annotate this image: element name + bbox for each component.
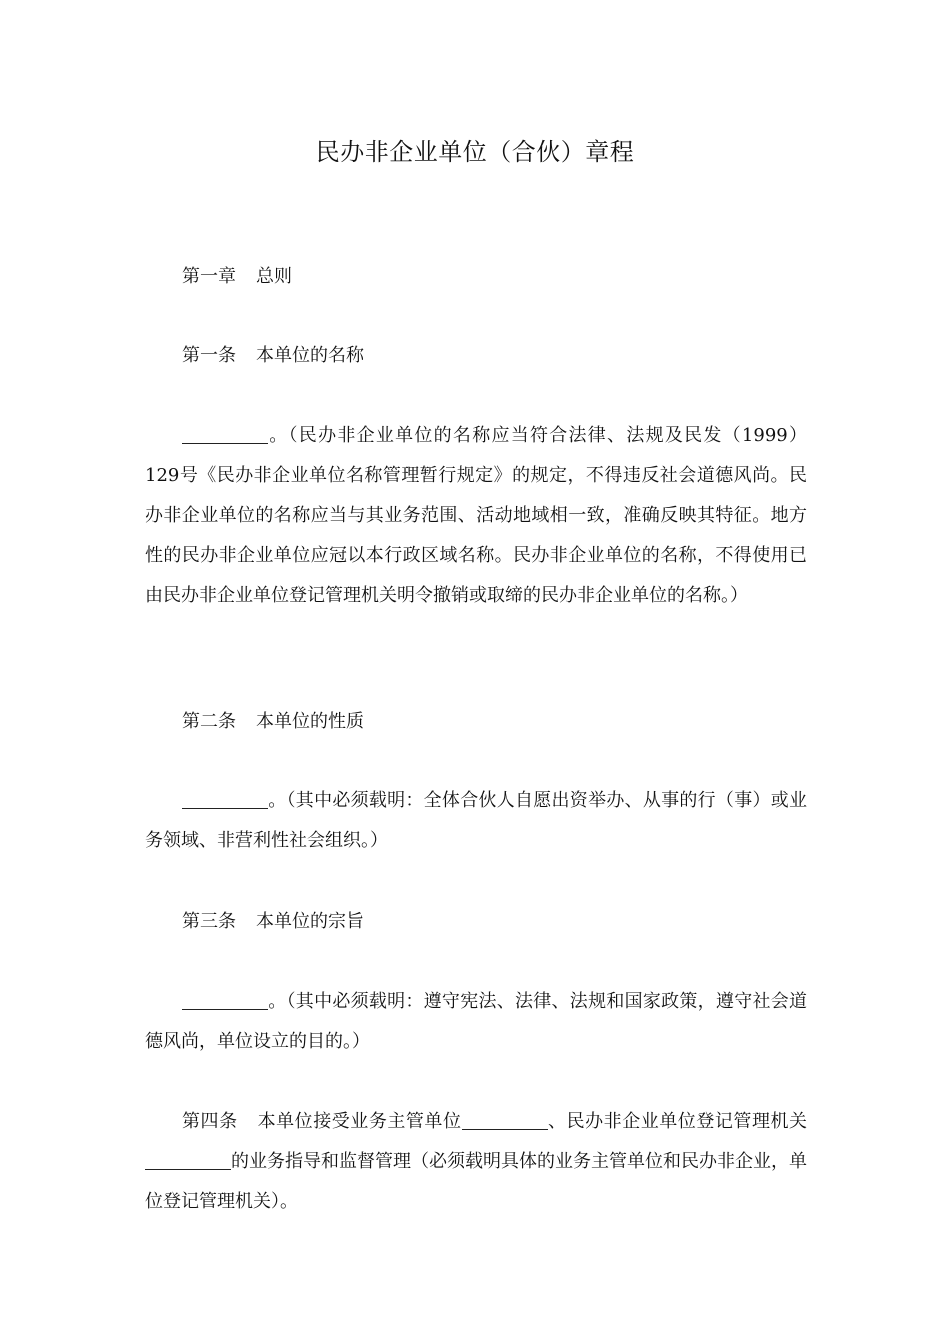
article-4-number: 第四条: [182, 1111, 238, 1132]
chapter-heading: [145, 257, 807, 297]
article-4-text-a: 本单位接受业务主管单位: [257, 1111, 462, 1132]
article-3-number: 第三条: [182, 911, 236, 932]
name-blank[interactable]: [182, 423, 268, 444]
article-1-heading: [145, 336, 807, 376]
article-2-heading: [145, 702, 807, 742]
article-3-heading: [145, 902, 807, 942]
purpose-blank[interactable]: [182, 989, 268, 1010]
article-4-text-b: 、民办非企业单位登记管理机关: [547, 1111, 808, 1132]
article-1-number: 第一条: [182, 345, 236, 366]
article-2-body: [145, 781, 807, 861]
article-4-text-c: 的业务指导和监督管理（必须载明具体的业务主管单位和民办非企业，单位登记管理机关）。: [145, 1151, 807, 1212]
article-3-title: 本单位的宗旨: [256, 911, 364, 932]
article-1-text: 。（民办非企业单位的名称应当符合法律、法规及民发（1999）129号《民办非企业单位名称管理暂行规定》的规定，不得违反社会道德风尚。民办非企业单位的名称应当与其业务范围、活动地域相一致，准确反映其特征。地方性的民办非企业单位应冠以本行政区域名称。民办非企业单位的名称，不得使用已由民办非企业单位登记管理机关明令撤销或取缔的民办非企业单位的名称。）: [145, 425, 807, 606]
article-1-title: 本单位的名称: [256, 345, 364, 366]
chapter-number: 第一章: [182, 266, 236, 287]
article-2-text: 。（其中必须载明：全体合伙人自愿出资举办、从事的行（事）或业务领域、非营利性社会组织。）: [145, 790, 807, 851]
supervisor-blank[interactable]: [462, 1109, 548, 1130]
document-title: 民办非企业单位（合伙）章程: [315, 138, 635, 166]
article-1-body: [145, 416, 807, 616]
nature-blank[interactable]: [182, 788, 268, 809]
registration-authority-blank[interactable]: [145, 1149, 231, 1170]
article-3-body: [145, 982, 807, 1062]
article-4-body: [145, 1102, 807, 1222]
article-2-title: 本单位的性质: [256, 711, 364, 732]
article-3-text: 。（其中必须载明：遵守宪法、法律、法规和国家政策，遵守社会道德风尚，单位设立的目的。）: [145, 991, 807, 1052]
article-2-number: 第二条: [182, 711, 236, 732]
chapter-name: 总则: [256, 266, 292, 287]
